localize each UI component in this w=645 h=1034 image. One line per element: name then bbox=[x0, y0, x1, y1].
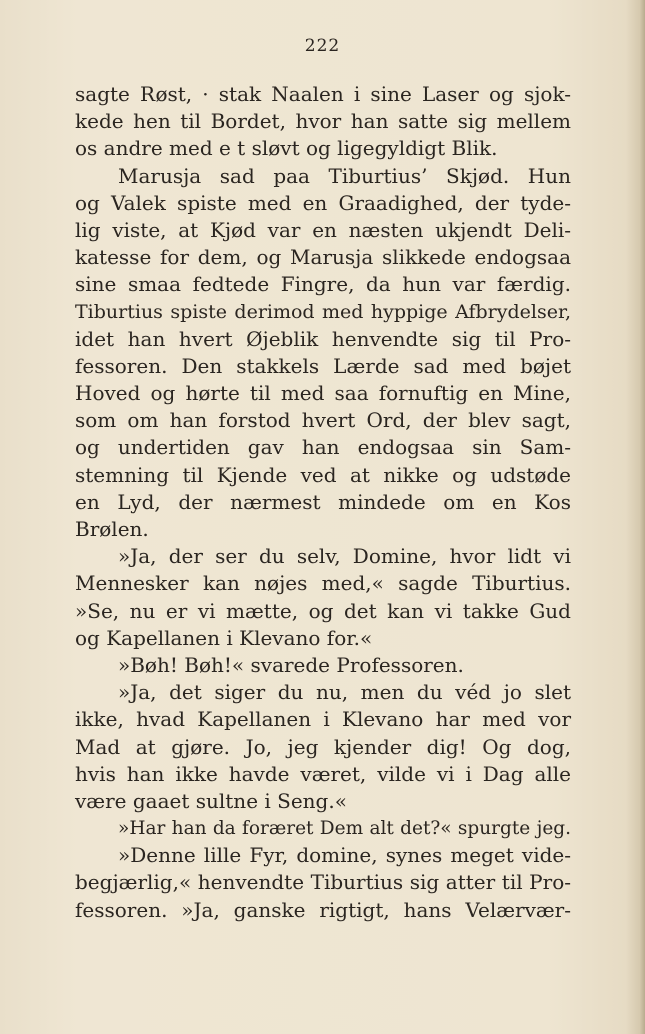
text-line: være gaaet sultne i Seng.« bbox=[75, 788, 347, 813]
text-line: »Bøh! Bøh!« svarede Professoren. bbox=[118, 652, 464, 677]
text-line: Mennesker kan nøjes med,« sagde Tiburtius. bbox=[75, 571, 571, 596]
text-line: kede hen til Bordet, hvor han satte sig mellem bbox=[75, 109, 571, 134]
text-line: Mad at gjøre. Jo, jeg kjender dig! Og dog, bbox=[75, 734, 571, 759]
text-line: os andre med e t sløvt og ligegyldigt Blik. bbox=[75, 136, 498, 161]
text-line: Marusja sad paa Tiburtius’ Skjød. Hun bbox=[118, 163, 571, 188]
text-line: »Har han da foræret Dem alt det?« spurgte jeg. bbox=[118, 818, 571, 840]
page-edge bbox=[639, 0, 645, 1034]
text-line: og Kapellanen i Klevano for.« bbox=[75, 625, 373, 650]
text-line: »Ja, der ser du selv, Domine, hvor lidt vi bbox=[118, 544, 571, 569]
text-line: lig viste, at Kjød var en næsten ukjendt Deli- bbox=[75, 217, 571, 242]
text-line: hvis han ikke havde været, vilde vi i Dag alle bbox=[75, 761, 571, 786]
text-line: idet han hvert Øjeblik henvendte sig til Pro- bbox=[75, 326, 571, 351]
text-line: fessoren. »Ja, ganske rigtigt, hans Velærvær- bbox=[75, 897, 571, 922]
text-line: ikke, hvad Kapellanen i Klevano har med vor bbox=[75, 707, 571, 732]
text-line: »Ja, det siger du nu, men du véd jo slet bbox=[118, 680, 571, 705]
text-line: en Lyd, der nærmest mindede om en Kos bbox=[75, 489, 571, 514]
text-line: Hoved og hørte til med saa fornuftig en Mine, bbox=[75, 381, 571, 406]
text-line: sine smaa fedtede Fingre, da hun var færdig. bbox=[75, 272, 571, 297]
text-line: og Valek spiste med en Graadighed, der tyde- bbox=[75, 190, 571, 215]
text-line: som om han forstod hvert Ord, der blev sagt, bbox=[75, 408, 571, 433]
text-line: Brølen. bbox=[75, 517, 149, 541]
text-line: begjærlig,« henvendte Tiburtius sig atter til Pro- bbox=[75, 870, 571, 895]
text-line: katesse for dem, og Marusja slikkede endogsaa bbox=[75, 245, 571, 270]
text-line: »Denne lille Fyr, domine, synes meget vide- bbox=[118, 843, 571, 868]
text-line: »Se, nu er vi mætte, og det kan vi takke Gud bbox=[75, 598, 571, 623]
body-text bbox=[75, 81, 571, 924]
text-line: og undertiden gav han endogsaa sin Sam- bbox=[75, 435, 571, 460]
text-line: sagte Røst, · stak Naalen i sine Laser og sjok- bbox=[75, 82, 571, 106]
text-line: fessoren. Den stakkels Lærde sad med bøjet bbox=[75, 353, 571, 378]
text-line: Tiburtius spiste derimod med hyppige Afbrydelser, bbox=[75, 300, 571, 323]
text-line: stemning til Kjende ved at nikke og udstøde bbox=[75, 462, 571, 487]
page-number: 222 bbox=[304, 36, 341, 56]
